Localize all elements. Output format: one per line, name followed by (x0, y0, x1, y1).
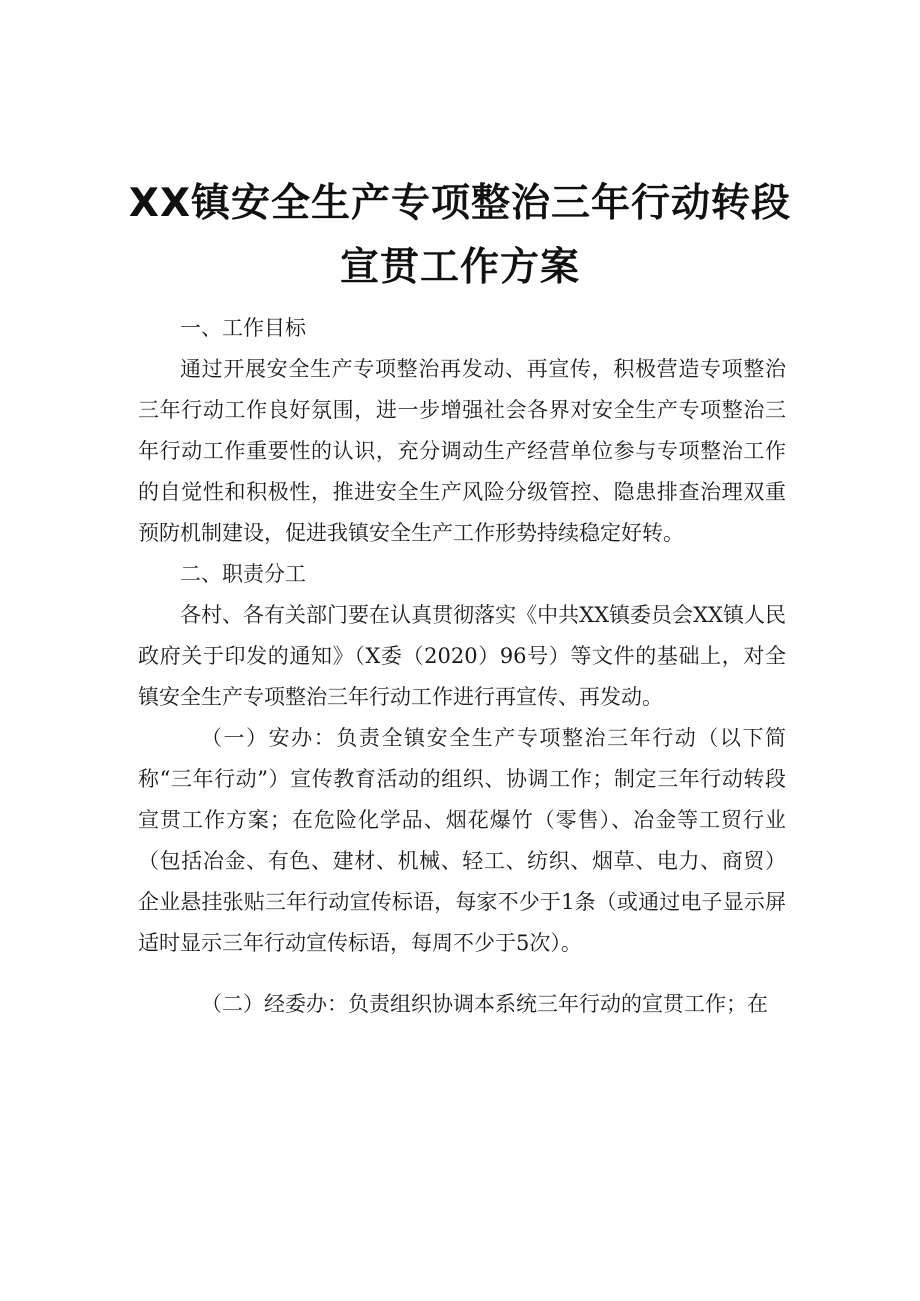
document-body (138, 308, 786, 1025)
paragraph-duty-safety-office: （一）安办：负责全镇安全生产专项整治三年行动（以下简称“三年行动”）宣传教育活动的组织、协调工作；制定三年行动转段宣贯工作方案；在危险化学品、烟花爆竹（零售）、冶金等工贸行业（包括冶金、有色、建材、机械、轻工、纺织、烟草、电力、商贸）企业悬挂张贴三年行动宣传标语，每家不少于1条（或通过电子显示屏适时显示三年行动宣传标语，每周不少于5次）。 (138, 726, 786, 955)
document-title: XX镇安全生产专项整治三年行动转段宣贯工作方案 (128, 181, 792, 290)
section-heading-duties: 二、职责分工 (180, 562, 306, 586)
section-heading-goals: 一、工作目标 (180, 316, 306, 340)
paragraph-duties-intro: 各村、各有关部门要在认真贯彻落实《中共XX镇委员会XX镇人民政府关于印发的通知》（X委（2020）96号）等文件的基础上，对全镇安全生产专项整治三年行动工作进行再宣传、再发动。 (138, 603, 786, 709)
paragraph-goals: 通过开展安全生产专项整治再发动、再宣传，积极营造专项整治三年行动工作良好氛围，进一步增强社会各界对安全生产专项整治三年行动工作重要性的认识，充分调动生产经营单位参与专项整治工作的自觉性和积极性，推进安全生产风险分级管控、隐患排查治理双重预防机制建设，促进我镇安全生产工作形势持续稳定好转。 (138, 357, 786, 545)
paragraph-duty-economic-office: （二）经委办：负责组织协调本系统三年行动的宣贯工作；在 (201, 992, 768, 1016)
